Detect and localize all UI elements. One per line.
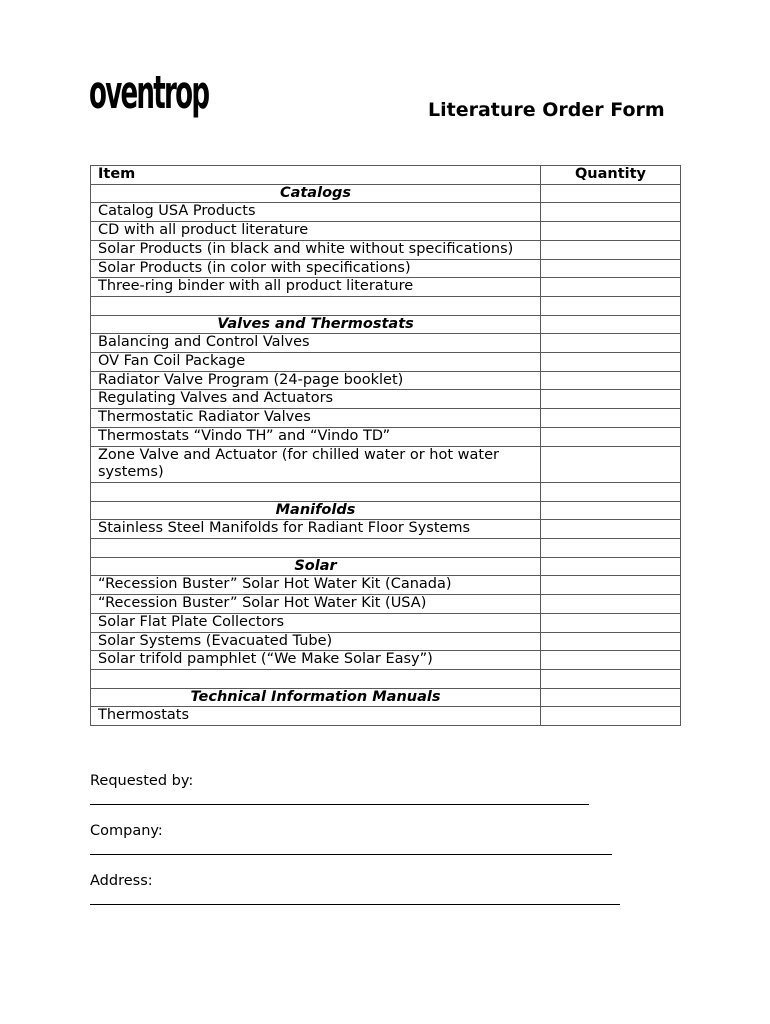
table-row — [91, 427, 681, 446]
table-row — [91, 520, 681, 539]
table-row — [91, 278, 681, 297]
order-table — [90, 165, 681, 726]
table-row — [91, 334, 681, 353]
section-title: Catalogs — [91, 184, 541, 203]
quantity-cell[interactable] — [541, 539, 681, 558]
section-row — [91, 688, 681, 707]
quantity-cell[interactable] — [541, 334, 681, 353]
section-row — [91, 184, 681, 203]
quantity-cell[interactable] — [541, 409, 681, 428]
quantity-cell[interactable] — [541, 501, 681, 520]
quantity-cell[interactable] — [541, 632, 681, 651]
item-name: Three-ring binder with all product literature — [91, 278, 541, 297]
item-name: Solar Flat Plate Collectors — [91, 613, 541, 632]
quantity-cell[interactable] — [541, 576, 681, 595]
form-title: Literature Order Form — [428, 99, 665, 121]
item-name: OV Fan Coil Package — [91, 353, 541, 372]
address-label: Address: — [90, 873, 153, 889]
quantity-cell[interactable] — [541, 203, 681, 222]
item-name: Catalog USA Products — [91, 203, 541, 222]
contact-fields — [90, 772, 620, 922]
oventrop-logo: oventrop — [89, 66, 209, 119]
blank-row — [91, 296, 681, 315]
table-row — [91, 390, 681, 409]
section-row — [91, 315, 681, 334]
item-name: Solar Systems (Evacuated Tube) — [91, 632, 541, 651]
section-title: Valves and Thermostats — [91, 315, 541, 334]
table-row — [91, 595, 681, 614]
table-row — [91, 222, 681, 241]
table-header-row — [91, 166, 681, 185]
quantity-cell[interactable] — [541, 390, 681, 409]
section-row — [91, 501, 681, 520]
quantity-cell[interactable] — [541, 446, 681, 482]
blank-item-cell — [91, 539, 541, 558]
requested-by-line[interactable] — [90, 790, 589, 805]
quantity-cell[interactable] — [541, 613, 681, 632]
quantity-cell[interactable] — [541, 520, 681, 539]
table-row — [91, 707, 681, 726]
item-name: Solar Products (in black and white without specifications) — [91, 240, 541, 259]
quantity-cell[interactable] — [541, 557, 681, 576]
quantity-cell[interactable] — [541, 353, 681, 372]
table-row — [91, 613, 681, 632]
section-row — [91, 557, 681, 576]
quantity-cell[interactable] — [541, 222, 681, 241]
item-name: Solar Products (in color with specifications) — [91, 259, 541, 278]
table-row — [91, 371, 681, 390]
section-title: Manifolds — [91, 501, 541, 520]
item-name: “Recession Buster” Solar Hot Water Kit (Canada) — [91, 576, 541, 595]
quantity-cell[interactable] — [541, 707, 681, 726]
item-name: Zone Valve and Actuator (for chilled water or hot water systems) — [91, 446, 541, 482]
quantity-cell[interactable] — [541, 688, 681, 707]
blank-row — [91, 539, 681, 558]
table-row — [91, 409, 681, 428]
blank-row — [91, 669, 681, 688]
table-row — [91, 576, 681, 595]
table-row — [91, 651, 681, 670]
item-name: Balancing and Control Valves — [91, 334, 541, 353]
quantity-cell[interactable] — [541, 595, 681, 614]
blank-item-cell — [91, 482, 541, 501]
quantity-cell[interactable] — [541, 259, 681, 278]
quantity-cell[interactable] — [541, 427, 681, 446]
table-row — [91, 240, 681, 259]
quantity-cell[interactable] — [541, 371, 681, 390]
quantity-column-header: Quantity — [541, 166, 681, 185]
address-line[interactable] — [90, 890, 620, 905]
quantity-cell[interactable] — [541, 278, 681, 297]
item-column-header: Item — [91, 166, 541, 185]
quantity-cell[interactable] — [541, 482, 681, 501]
quantity-cell[interactable] — [541, 184, 681, 203]
table-row — [91, 446, 681, 482]
quantity-cell[interactable] — [541, 240, 681, 259]
item-name: Stainless Steel Manifolds for Radiant Floor Systems — [91, 520, 541, 539]
item-name: CD with all product literature — [91, 222, 541, 241]
blank-item-cell — [91, 669, 541, 688]
quantity-cell[interactable] — [541, 315, 681, 334]
item-name: Thermostatic Radiator Valves — [91, 409, 541, 428]
blank-item-cell — [91, 296, 541, 315]
quantity-cell[interactable] — [541, 296, 681, 315]
blank-row — [91, 482, 681, 501]
item-name: Radiator Valve Program (24-page booklet) — [91, 371, 541, 390]
quantity-cell[interactable] — [541, 669, 681, 688]
item-name: Thermostats — [91, 707, 541, 726]
item-name: Solar trifold pamphlet (“We Make Solar Easy”) — [91, 651, 541, 670]
quantity-cell[interactable] — [541, 651, 681, 670]
item-name: Thermostats “Vindo TH” and “Vindo TD” — [91, 427, 541, 446]
requested-by-label: Requested by: — [90, 773, 194, 789]
table-row — [91, 632, 681, 651]
company-line[interactable] — [90, 840, 612, 855]
table-row — [91, 353, 681, 372]
item-name: “Recession Buster” Solar Hot Water Kit (USA) — [91, 595, 541, 614]
company-label: Company: — [90, 823, 163, 839]
table-row — [91, 203, 681, 222]
section-title: Solar — [91, 557, 541, 576]
table-row — [91, 259, 681, 278]
section-title: Technical Information Manuals — [91, 688, 541, 707]
item-name: Regulating Valves and Actuators — [91, 390, 541, 409]
